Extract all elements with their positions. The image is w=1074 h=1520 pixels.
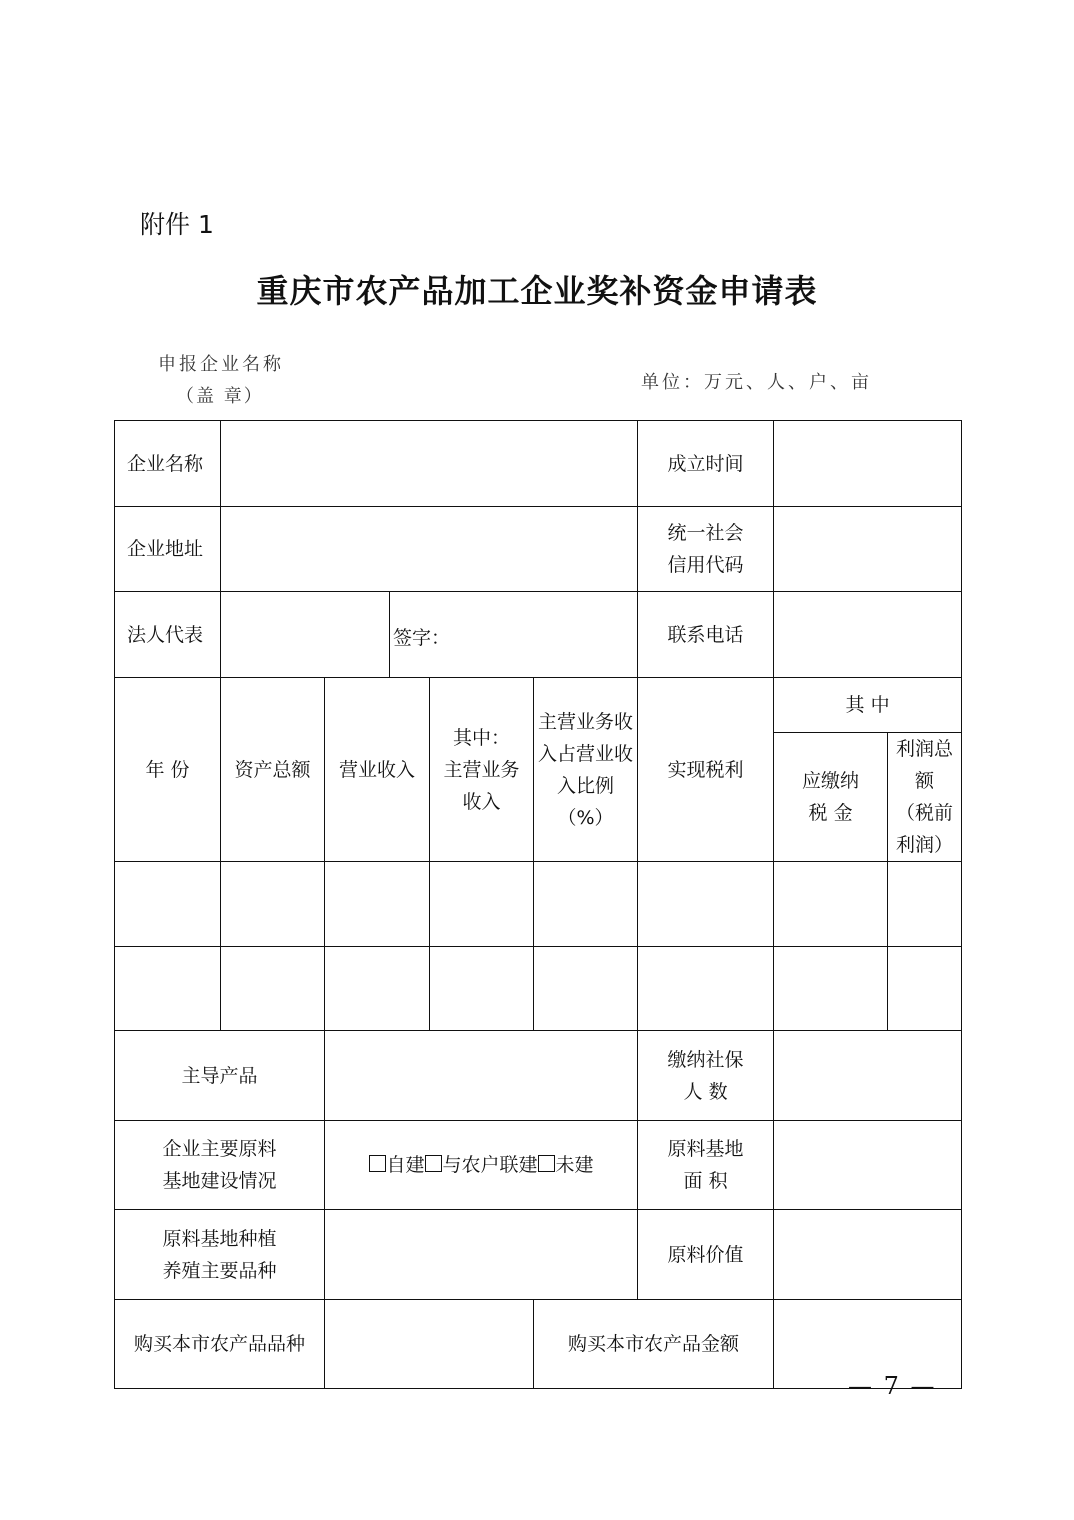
self-built-label: 自建 (386, 1154, 425, 1176)
application-form-table (114, 420, 962, 1389)
revenue-cell[interactable] (325, 862, 430, 947)
social-security-field[interactable] (774, 1031, 962, 1121)
area-line2: 面 积 (683, 1170, 728, 1192)
farmer-joint-label: 与农户联建 (442, 1154, 538, 1176)
applicant-name-label: 申报企业名称 (158, 354, 284, 375)
ratio-cell[interactable] (534, 947, 638, 1031)
address-field[interactable] (221, 507, 638, 592)
profit-line2: （税前利润） (896, 802, 954, 856)
tax-profit-cell[interactable] (638, 862, 774, 947)
not-built-checkbox[interactable] (538, 1155, 555, 1172)
seal-label: （盖 章） (176, 386, 264, 407)
credit-code-line2: 信用代码 (667, 554, 744, 576)
ratio-line2: 入占营业收 (538, 742, 634, 765)
base-area-label (638, 1121, 774, 1210)
legal-rep-label: 法人代表 (115, 592, 221, 678)
tax-due-line2: 税 金 (808, 802, 853, 824)
tax-due-line1: 应缴纳 (802, 770, 860, 792)
tax-due-cell[interactable] (774, 862, 888, 947)
social-security-label (638, 1031, 774, 1121)
main-revenue-header (430, 678, 534, 862)
tax-profit-cell[interactable] (638, 947, 774, 1031)
profit-header (888, 733, 962, 862)
year-header: 年 份 (115, 678, 221, 862)
attachment-label: 附件 1 (140, 210, 214, 239)
table-row (115, 1210, 962, 1300)
buy-variety-label: 购买本市农产品品种 (115, 1300, 325, 1389)
variety-line1: 原料基地种植 (162, 1227, 277, 1250)
not-built-label: 未建 (555, 1154, 594, 1176)
signature-label: 签字： (393, 626, 451, 649)
credit-code-label (638, 507, 774, 592)
address-label: 企业地址 (115, 507, 221, 592)
ratio-line1: 主营业务收 (538, 710, 634, 733)
base-variety-field[interactable] (325, 1210, 638, 1300)
base-line2: 基地建设情况 (162, 1170, 277, 1192)
social-line1: 缴纳社保 (667, 1048, 744, 1071)
base-construction-label (115, 1121, 325, 1210)
main-revenue-cell[interactable] (430, 862, 534, 947)
assets-cell[interactable] (221, 862, 325, 947)
profit-cell[interactable] (888, 947, 962, 1031)
company-name-label: 企业名称 (115, 421, 221, 507)
material-value-label: 原料价值 (638, 1210, 774, 1300)
area-line1: 原料基地 (667, 1138, 744, 1160)
table-row (115, 947, 962, 1031)
material-value-field[interactable] (774, 1210, 962, 1300)
main-revenue-cell[interactable] (430, 947, 534, 1031)
main-products-field[interactable] (325, 1031, 638, 1121)
main-revenue-line3: 收入 (462, 790, 501, 813)
year-cell[interactable] (115, 862, 221, 947)
profit-line1: 利润总额 (896, 738, 954, 792)
ratio-header (534, 678, 638, 862)
table-row (115, 592, 962, 678)
base-options (325, 1121, 638, 1210)
base-variety-label (115, 1210, 325, 1300)
main-revenue-line1: 其中： (452, 726, 510, 749)
table-row (115, 1031, 962, 1121)
base-line1: 企业主要原料 (162, 1138, 277, 1160)
revenue-cell[interactable] (325, 947, 430, 1031)
table-row (115, 507, 962, 592)
main-revenue-line2: 主营业务 (443, 758, 520, 781)
ratio-cell[interactable] (534, 862, 638, 947)
total-assets-header: 资产总额 (221, 678, 325, 862)
base-area-field[interactable] (774, 1121, 962, 1210)
table-row (115, 862, 962, 947)
self-built-checkbox[interactable] (369, 1155, 386, 1172)
profit-cell[interactable] (888, 862, 962, 947)
table-row (115, 1121, 962, 1210)
legal-rep-field[interactable] (221, 592, 390, 678)
variety-line2: 养殖主要品种 (162, 1259, 277, 1282)
tax-due-cell[interactable] (774, 947, 888, 1031)
tax-due-header (774, 733, 888, 862)
main-products-label: 主导产品 (115, 1031, 325, 1121)
founded-label: 成立时间 (638, 421, 774, 507)
ratio-line3: 入比例（%） (557, 774, 615, 829)
phone-label: 联系电话 (638, 592, 774, 678)
signature-field[interactable] (390, 592, 638, 678)
farmer-joint-checkbox[interactable] (425, 1155, 442, 1172)
unit-label: 单位：万元、人、户、亩 (641, 372, 872, 393)
company-name-field[interactable] (221, 421, 638, 507)
assets-cell[interactable] (221, 947, 325, 1031)
buy-variety-field[interactable] (325, 1300, 534, 1389)
buy-amount-label: 购买本市农产品金额 (534, 1300, 774, 1389)
table-row (115, 1300, 962, 1389)
table-row (115, 421, 962, 507)
tax-profit-header: 实现税利 (638, 678, 774, 862)
social-line2: 人 数 (683, 1080, 728, 1103)
page-number: — 7 — (848, 1372, 937, 1400)
founded-field[interactable] (774, 421, 962, 507)
page-title: 重庆市农产品加工企业奖补资金申请表 (256, 272, 818, 310)
credit-code-field[interactable] (774, 507, 962, 592)
phone-field[interactable] (774, 592, 962, 678)
table-row (115, 678, 962, 733)
revenue-header: 营业收入 (325, 678, 430, 862)
year-cell[interactable] (115, 947, 221, 1031)
among-header: 其 中 (774, 678, 962, 733)
credit-code-line1: 统一社会 (667, 522, 744, 544)
